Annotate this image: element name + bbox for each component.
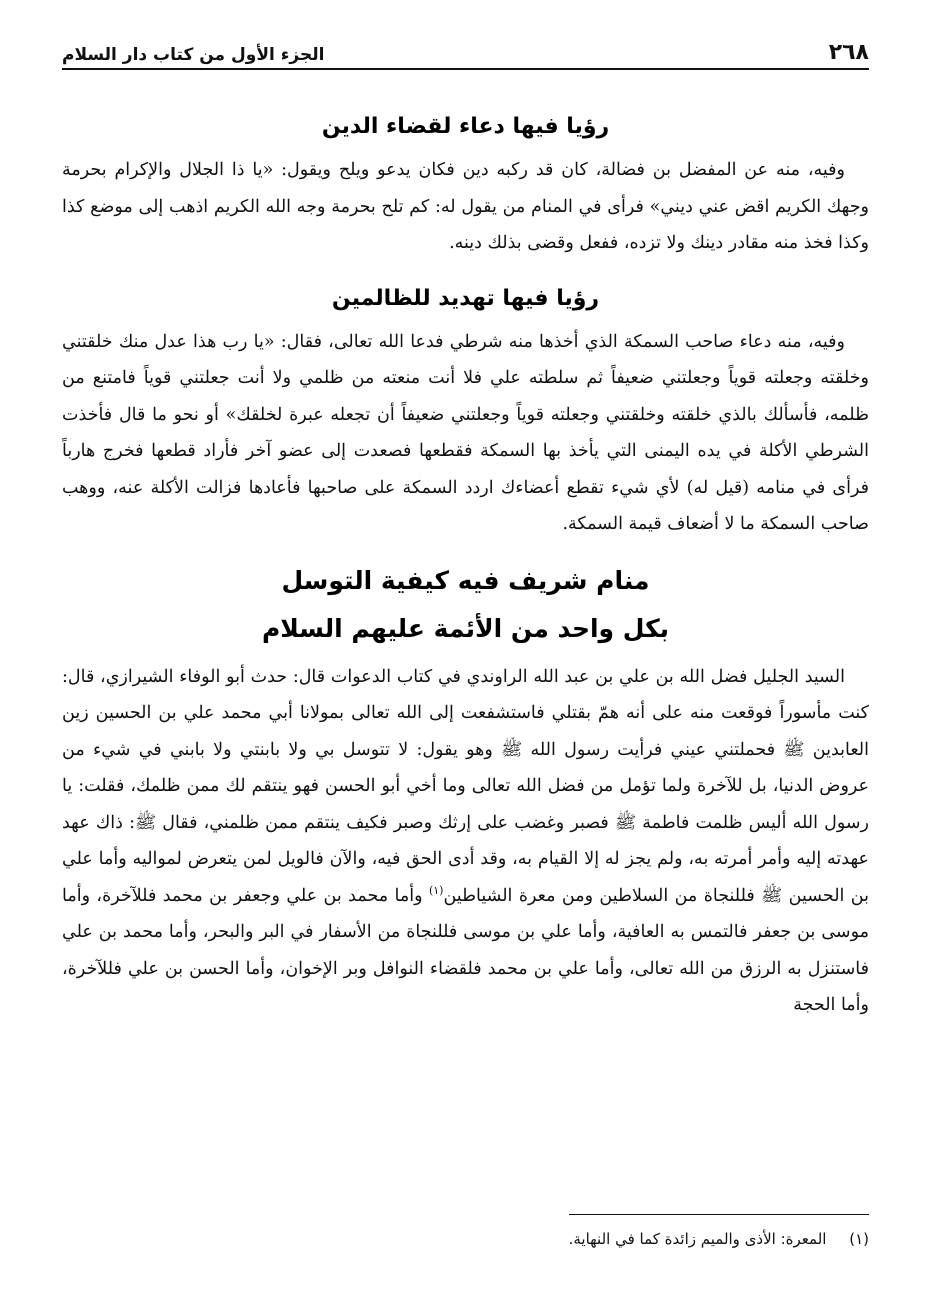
- footnote-text: المعرة: الأذى والميم زائدة كما في النهاية.: [568, 1230, 827, 1248]
- footnote-reference[interactable]: (١): [428, 883, 444, 897]
- section-title: رؤيا فيها تهديد للظالمين: [331, 285, 600, 311]
- section-paragraph: [62, 324, 869, 543]
- footnote-number: (١): [849, 1230, 869, 1248]
- paragraph-text-part2: وأما محمد بن علي وجعفر بن محمد فللآخرة، وأما موسى بن جعفر فالتمس به العافية، وأما علي بن موسى فللنجاة من الأسفار في البر والبحر، وأما محمد بن علي فاستنزل به الرزق من الله تعالى، وأما علي بن محمد فلقضاء النوافل وبر الإخوان، وأما الحسن بن علي فللآخرة، وأما الحجة: [62, 885, 869, 1015]
- page-content: [62, 102, 869, 1024]
- paragraph-text-part1: السيد الجليل فضل الله بن علي بن عبد الله الراوندي في كتاب الدعوات قال: حدث أبو الوفاء الشيرازي، قال: كنت مأسوراً فوقعت منه على أنه همّ بقتلي فاستشفعت إلى الله تعالى بمولانا أبي محمد علي بن الحسين زين العابدين ﷺ فحملتني عيني فرأيت رسول الله ﷺ وهو يقول: لا تتوسل بي ولا بابنتي ولا بابني في شيء من عروض الدنيا، بل للآخرة ولما تؤمل من فضل الله تعالى وما أخي أبو الحسن فهو ينتقم لك ممن ظلمك، فقلت: يا رسول الله أليس ظلمت فاطمة ﷺ فصبر وغضب على إرثك وصبر فكيف ينتقم ممن ظلمني، فقال ﷺ: ذاك عهد عهدته إليه وأمر أمرته به، ولم يجز له إلا القيام به، وقد أدى الحق فيه، والآن فالويل لمن يتعرض لمواليه وأما علي بن الحسين ﷺ فللنجاة من السلاطين ومن معرة الشياطين: [62, 666, 869, 906]
- section-title-line2: بكل واحد من الأئمة عليهم السلام: [261, 613, 670, 643]
- page-number: ٢٦٨: [828, 40, 869, 65]
- section-title: رؤيا فيها دعاء لقضاء الدين: [321, 114, 610, 139]
- paragraph-text: وفيه، منه دعاء صاحب السمكة الذي أخذها منه شرطي فدعا الله تعالى، فقال: «يا رب هذا عدل منك خلقتني وخلقته وجعلته قوياً وجعلتني ضعيفاً ثم سلطته علي فلا أنت منعته من ظلمي ولا أنت جعلتني قوياً فامتنع من ظلمه، فأسألك بالذي خلقته وخلقتني وجعلته قوياً وجعلتني ضعيفاً أن تجعله عبرة لخلقك» أو نحو ما قال فأخذت الشرطي الأكلة في يده اليمنى التي يأخذ بها السمكة فقطعها فصعدت إلى عضو آخر فأراد قطعها فخرج هارباً فرأى في منامه (قيل له) لأي شيء تقطع أعضاءك اردد السمكة على صاحبها فأعادها فزالت الأكلة عنه، ووهب صاحب السمكة ما لا أضعاف قيمة السمكة.: [62, 331, 869, 534]
- section-paragraph: [62, 659, 869, 1024]
- section-debt-prayer: [62, 102, 869, 262]
- section-paragraph: [62, 152, 869, 262]
- footnote: [62, 1228, 869, 1250]
- section-title-line1: منام شريف فيه كيفية التوسل: [281, 565, 650, 595]
- section-threat-oppressors: [62, 274, 869, 543]
- footnote-divider: [569, 1214, 869, 1215]
- section-intercession: [62, 557, 869, 1024]
- paragraph-text: وفيه، منه عن المفضل بن فضالة، كان قد ركبه دين فكان يدعو ويلح ويقول: «يا ذا الجلال والإكرام بحرمة وجهك الكريم اقض عني ديني» فرأى في المنام من يقول له: كم تلح بحرمة وجه الله الكريم اذهب إلى موضع كذا وكذا فخذ منه مقادر دينك ولا تزده، ففعل وقضى بذلك دينه.: [62, 160, 869, 253]
- running-head: [62, 34, 869, 70]
- book-title: الجزء الأول من كتاب دار السلام: [62, 45, 325, 65]
